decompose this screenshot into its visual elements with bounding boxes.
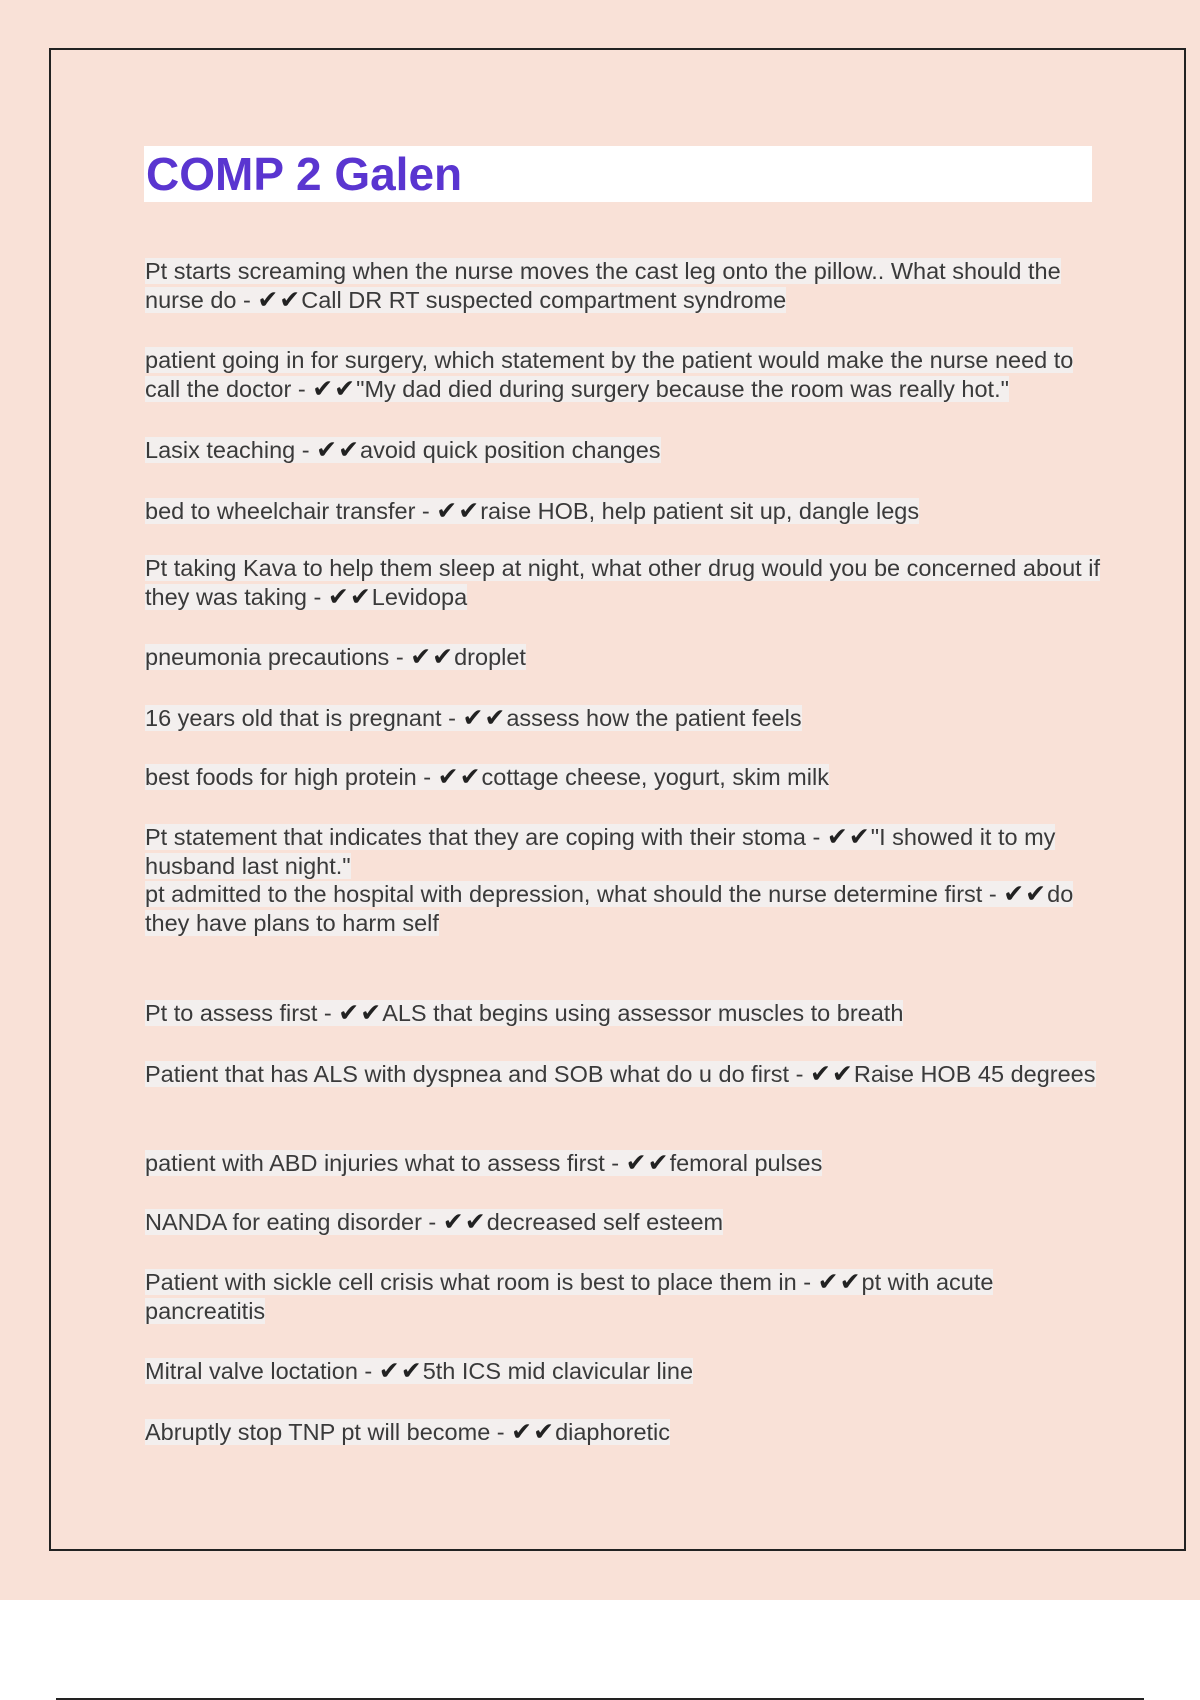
qa-item: bed to wheelchair transfer - ✔✔raise HOB, help patient sit up, dangle legs	[145, 497, 920, 525]
answer-text: ALS that begins using assessor muscles to breath	[382, 1000, 904, 1026]
double-check-icon: ✔✔	[817, 1268, 862, 1296]
question-text: patient going in for surgery, which statement by the patient would make the nurse need to call the doctor	[145, 347, 1074, 402]
double-check-icon: ✔✔	[1003, 880, 1048, 908]
double-check-icon: ✔✔	[257, 286, 302, 314]
question-text: bed to wheelchair transfer	[145, 498, 416, 524]
question-text: Lasix teaching	[145, 437, 296, 463]
page-title: COMP 2 Galen	[146, 148, 463, 200]
answer-text: decreased self esteem	[486, 1209, 724, 1235]
answer-text: "I showed it to my husband last night."	[145, 824, 1056, 879]
double-check-icon: ✔✔	[436, 497, 481, 525]
question-text: NANDA for eating disorder	[145, 1209, 422, 1235]
qa-item: Abruptly stop TNP pt will become - ✔✔diaphoretic	[145, 1418, 671, 1446]
double-check-icon: ✔✔	[809, 1060, 854, 1088]
question-text: Pt taking Kava to help them sleep at night, what other drug would you be concerned about if they was taking	[145, 555, 1100, 610]
question-text: best foods for high protein	[145, 764, 417, 790]
question-text: Pt statement that indicates that they are coping with their stoma	[145, 824, 806, 850]
double-check-icon: ✔✔	[316, 436, 361, 464]
double-check-icon: ✔✔	[625, 1149, 670, 1177]
double-check-icon: ✔✔	[442, 1208, 487, 1236]
qa-item: Patient with sickle cell crisis what room is best to place them in - ✔✔pt with acute pancreatitis	[145, 1268, 994, 1324]
answer-text: do they have plans to harm self	[145, 881, 1074, 936]
question-text: Pt to assess first	[145, 1000, 318, 1026]
double-check-icon: ✔✔	[410, 643, 455, 671]
double-check-icon: ✔✔	[437, 763, 482, 791]
double-check-icon: ✔✔	[338, 999, 383, 1027]
qa-item: patient going in for surgery, which statement by the patient would make the nurse need to call the doctor - ✔✔"My dad died during surgery because the room was really hot."	[145, 347, 1074, 403]
qa-item: Pt statement that indicates that they are coping with their stoma - ✔✔"I showed it to my husband last night."	[145, 823, 1056, 879]
qa-item: 16 years old that is pregnant - ✔✔assess how the patient feels	[145, 704, 802, 732]
question-text: Mitral valve loctation	[145, 1358, 358, 1384]
question-text: pneumonia precautions	[145, 644, 390, 670]
answer-text: raise HOB, help patient sit up, dangle legs	[480, 498, 920, 524]
question-text: Patient that has ALS with dyspnea and SOB what do u do first	[145, 1061, 790, 1087]
qa-item: patient with ABD injuries what to assess first - ✔✔femoral pulses	[145, 1149, 823, 1177]
double-check-icon: ✔✔	[826, 823, 871, 851]
double-check-icon: ✔✔	[378, 1357, 423, 1385]
qa-item: Lasix teaching - ✔✔avoid quick position changes	[145, 436, 661, 464]
double-check-icon: ✔✔	[327, 583, 372, 611]
question-text: patient with ABD injuries what to assess first	[145, 1150, 605, 1176]
answer-text: femoral pulses	[669, 1150, 823, 1176]
answer-text: Levidopa	[371, 584, 468, 610]
qa-item: Mitral valve loctation - ✔✔5th ICS mid clavicular line	[145, 1357, 694, 1385]
answer-text: pt with acute pancreatitis	[145, 1269, 994, 1324]
qa-item: Pt to assess first - ✔✔ALS that begins using assessor muscles to breath	[145, 999, 904, 1027]
answer-text: cottage cheese, yogurt, skim milk	[481, 764, 829, 790]
qa-item: Pt taking Kava to help them sleep at night, what other drug would you be concerned about if they was taking - ✔✔Levidopa	[145, 555, 1100, 611]
qa-item: Pt starts screaming when the nurse moves the cast leg onto the pillow.. What should the nurse do - ✔✔Call DR RT suspected compartment syndrome	[145, 258, 1061, 314]
question-text: 16 years old that is pregnant	[145, 705, 442, 731]
qa-item: pt admitted to the hospital with depression, what should the nurse determine first - ✔✔do they have plans to harm self	[145, 880, 1074, 936]
question-text: pt admitted to the hospital with depression, what should the nurse determine first	[145, 881, 983, 907]
question-text: Pt starts screaming when the nurse moves the cast leg onto the pillow.. What should the nurse do	[145, 258, 1061, 313]
answer-text: diaphoretic	[555, 1419, 671, 1445]
answer-text: assess how the patient feels	[506, 705, 802, 731]
answer-text: Call DR RT suspected compartment syndrome	[301, 287, 787, 313]
answer-text: "My dad died during surgery because the room was really hot."	[356, 376, 1009, 402]
qa-item: best foods for high protein - ✔✔cottage cheese, yogurt, skim milk	[145, 763, 829, 791]
qa-item: pneumonia precautions - ✔✔droplet	[145, 643, 526, 671]
answer-text: droplet	[454, 644, 526, 670]
qa-item: Patient that has ALS with dyspnea and SOB what do u do first - ✔✔Raise HOB 45 degrees	[145, 1060, 1096, 1088]
qa-item: NANDA for eating disorder - ✔✔decreased self esteem	[145, 1208, 724, 1236]
double-check-icon: ✔✔	[462, 704, 507, 732]
answer-text: avoid quick position changes	[360, 437, 661, 463]
question-text: Abruptly stop TNP pt will become	[145, 1419, 491, 1445]
double-check-icon: ✔✔	[511, 1418, 556, 1446]
double-check-icon: ✔✔	[312, 375, 357, 403]
answer-text: 5th ICS mid clavicular line	[422, 1358, 694, 1384]
question-text: Patient with sickle cell crisis what room is best to place them in	[145, 1269, 797, 1295]
answer-text: Raise HOB 45 degrees	[853, 1061, 1096, 1087]
